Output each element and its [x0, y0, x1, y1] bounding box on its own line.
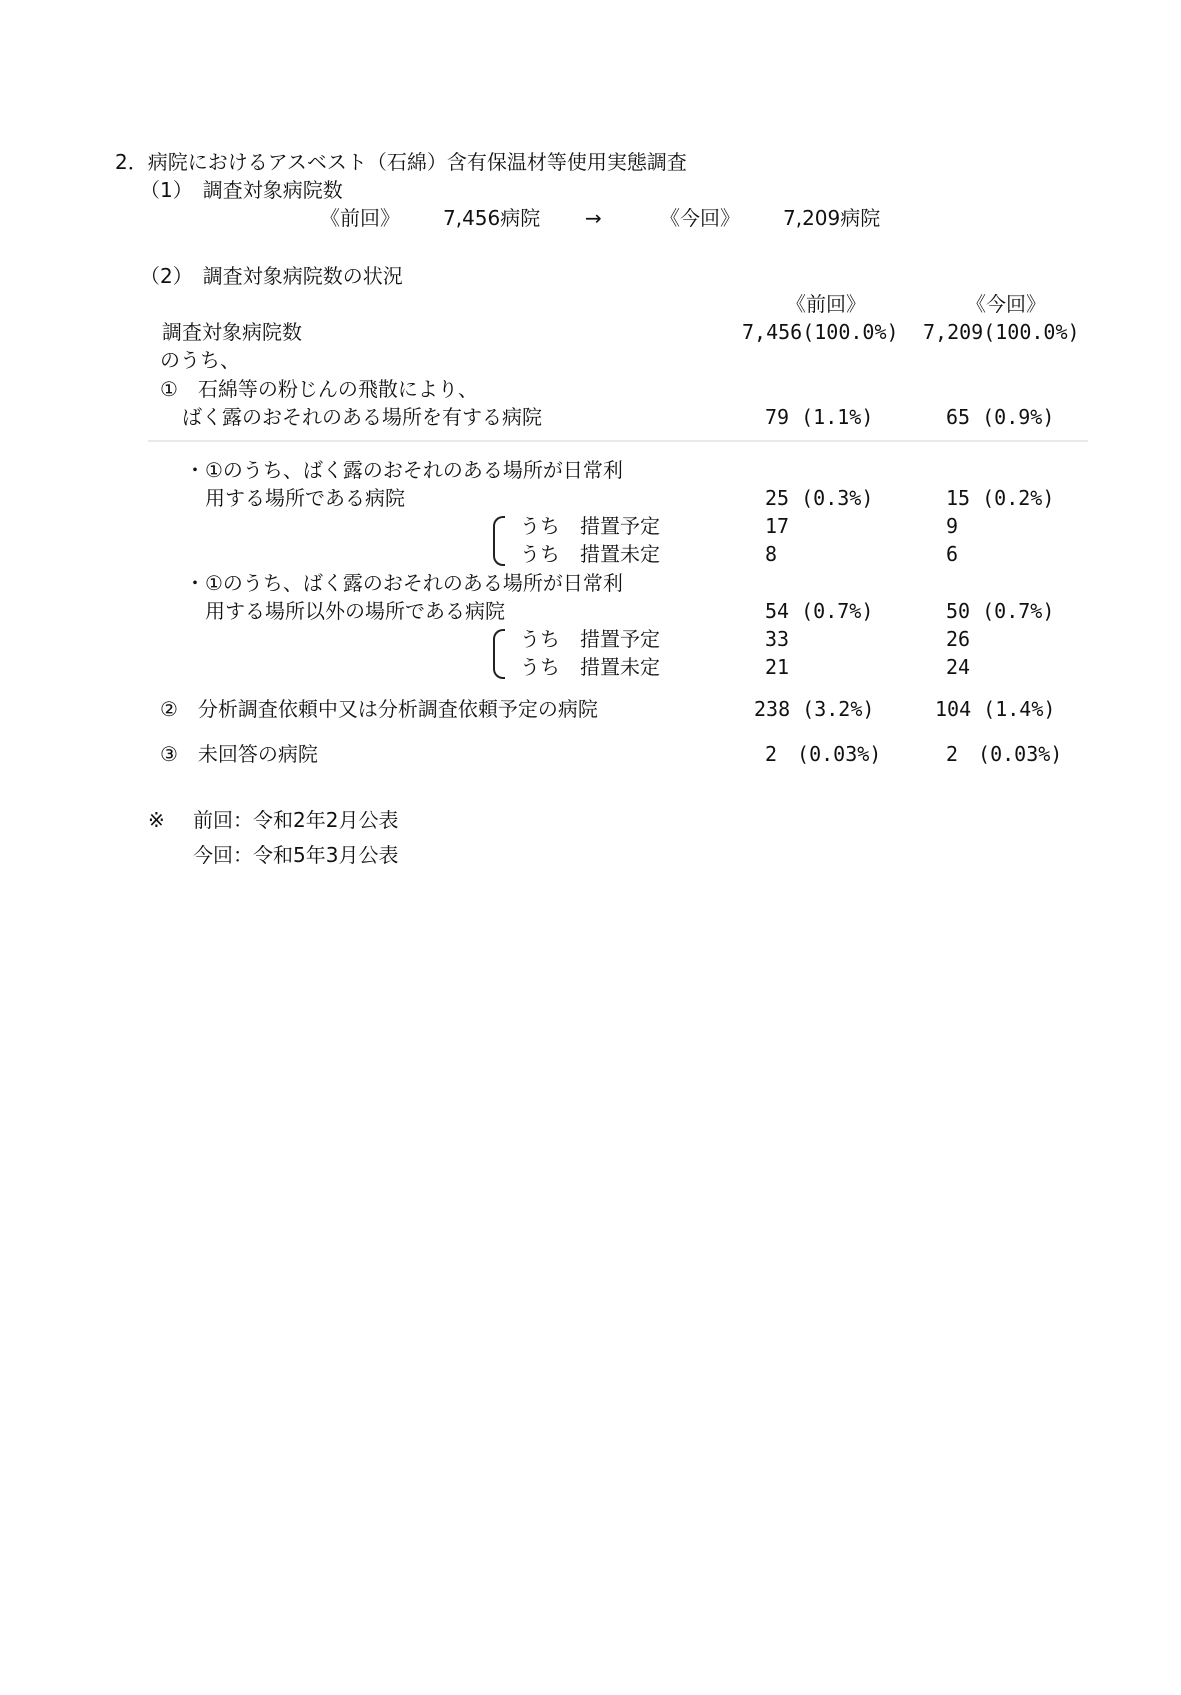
sub2-curr: 50 (0.7%) — [946, 599, 1055, 623]
item2-curr: 104 (1.4%) — [935, 697, 1056, 721]
item1-line1: ① 石綿等の粉じんの飛散により、 — [160, 377, 478, 401]
sub1-curr: 15 (0.2%) — [946, 486, 1055, 510]
note-curr: 今回：令和5年3月公表 — [193, 843, 399, 867]
section-heading: 2．病院におけるアスベスト（石綿）含有保温材等使用実態調査 — [115, 150, 687, 174]
item3-prev: 2 (0.03%) — [765, 742, 882, 766]
sub2-a-curr: 26 — [946, 627, 971, 651]
sub2-b-curr: 24 — [946, 655, 971, 679]
sub2-a-label: うち 措置予定 — [520, 627, 660, 651]
section-2-label: （2） 調査対象病院数の状況 — [140, 264, 403, 288]
sub1-prev: 25 (0.3%) — [765, 486, 874, 510]
sub2-line2: 用する場所以外の場所である病院 — [205, 599, 505, 623]
of-which-text: のうち、 — [160, 348, 240, 372]
column-header-curr: 《今回》 — [966, 292, 1046, 316]
arrow-icon: → — [585, 206, 602, 230]
sub1-a-prev: 17 — [765, 514, 790, 538]
sub2-line1: ・①のうち、ばく露のおそれのある場所が日常利 — [185, 571, 623, 595]
column-header-prev: 《前回》 — [786, 292, 866, 316]
sub1-a-curr: 9 — [946, 514, 959, 538]
sub1-b-label: うち 措置未定 — [520, 542, 660, 566]
total-label: 調査対象病院数 — [162, 320, 302, 344]
sub1-b-curr: 6 — [946, 542, 959, 566]
sec1-curr-value: 7,209病院 — [783, 206, 881, 230]
sub2-b-prev: 21 — [765, 655, 790, 679]
item1-curr: 65 (0.9%) — [946, 405, 1055, 429]
sec1-curr-label: 《今回》 — [660, 206, 740, 230]
separator-line — [148, 440, 1088, 442]
item3-curr: 2 (0.03%) — [946, 742, 1063, 766]
item1-prev: 79 (1.1%) — [765, 405, 874, 429]
item3-label: ③ 未回答の病院 — [160, 742, 318, 766]
sec1-prev-value: 7,456病院 — [443, 206, 541, 230]
sub2-a-prev: 33 — [765, 627, 790, 651]
sub1-b-prev: 8 — [765, 542, 778, 566]
note-mark: ※ — [148, 808, 165, 832]
sub1-line2: 用する場所である病院 — [205, 486, 405, 510]
item1-line2: ばく露のおそれのある場所を有する病院 — [182, 405, 542, 429]
item2-prev: 238 (3.2%) — [754, 697, 875, 721]
sub2-b-label: うち 措置未定 — [520, 655, 660, 679]
section-1-label: （1） 調査対象病院数 — [140, 178, 343, 202]
sub2-prev: 54 (0.7%) — [765, 599, 874, 623]
note-prev: 前回：令和2年2月公表 — [193, 808, 399, 832]
sub1-a-label: うち 措置予定 — [520, 514, 660, 538]
sub1-line1: ・①のうち、ばく露のおそれのある場所が日常利 — [185, 458, 623, 482]
sec1-prev-label: 《前回》 — [320, 206, 400, 230]
total-prev: 7,456(100.0%) — [742, 320, 899, 344]
bracket-icon — [493, 516, 505, 566]
bracket-icon — [493, 629, 505, 679]
item2-label: ② 分析調査依頼中又は分析調査依頼予定の病院 — [160, 697, 598, 721]
total-curr: 7,209(100.0%) — [923, 320, 1080, 344]
